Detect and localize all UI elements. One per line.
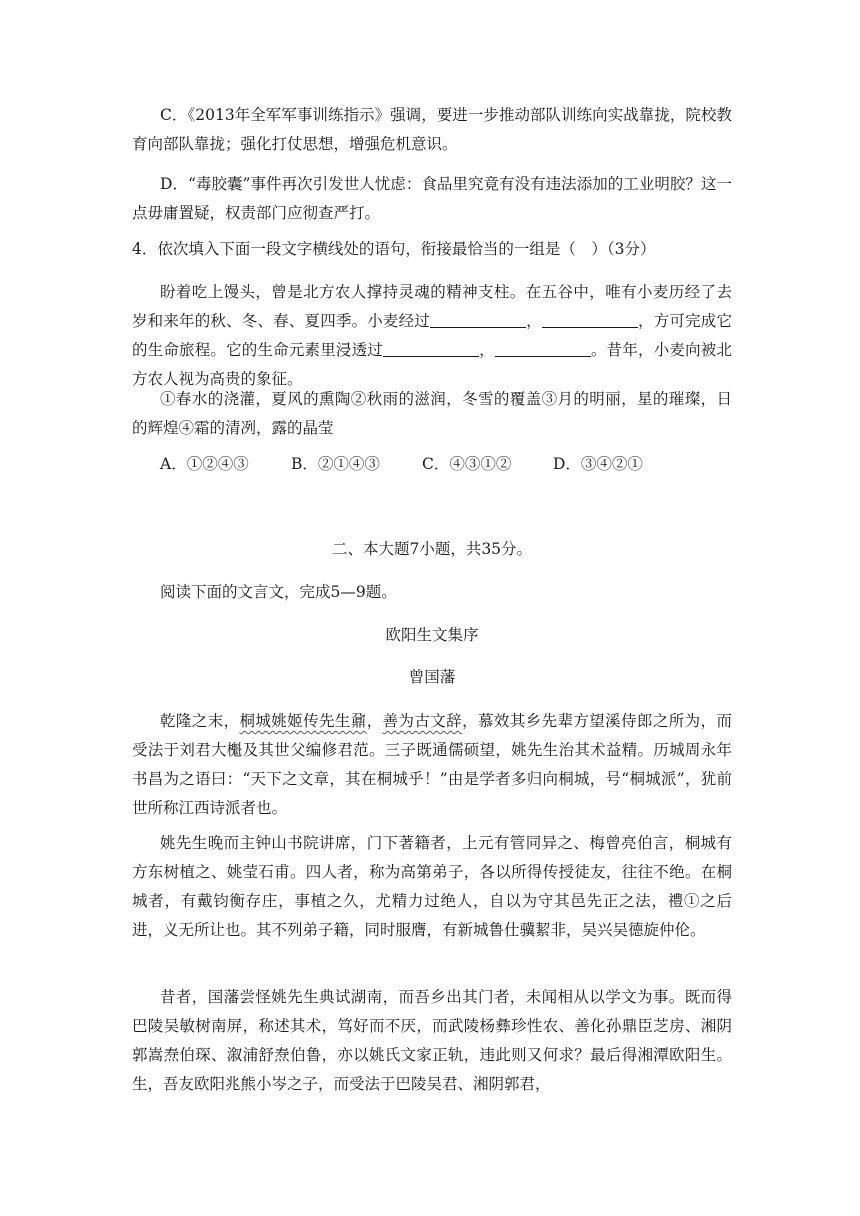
question-4-items: ①春水的浇灌，夏风的熏陶②秋雨的滋润，冬雪的覆盖③月的明丽，星的璀璨，日的辉煌④霜的清冽，露的晶莹: [132, 390, 732, 437]
option-c: C．《2013年全军军事训练指示》强调，要进一步推动部队训练向实战靠拢，院校教育向部队靠拢；强化打仗思想，增强危机意识。: [132, 106, 732, 153]
section-2-instruction: 阅读下面的文言文，完成5—9题。: [160, 583, 397, 601]
wavy-underline-1: 桐城姚姬传先生鼐: [239, 712, 367, 730]
section-2-heading: 二、本大题7小题，共35分。: [331, 540, 533, 558]
choice-b: B．②①④③: [291, 455, 380, 473]
passage-paragraph-3: 昔者，国藩尝怪姚先生典试湖南，而吾乡出其门者，未闻相从以学文为事。既而得巴陵吴敏树南屏，称述其术，笃好而不厌，而武陵杨彝珍性农、善化孙鼎臣芝房、湘阴郭嵩焘伯琛、溆浦舒焘伯鲁，亦以姚氏文家正轨，违此则又何求？最后得湘潭欧阳生。生，吾友欧阳兆熊小岑之子，而受法于巴陵吴君、湘阴郭君，: [132, 988, 732, 1093]
question-4-choices: [160, 450, 643, 479]
blank-4: [495, 338, 591, 357]
question-4-passage: 盼着吃上馒头，曾是北方农人撑持灵魂的精神支柱。在五谷中，唯有小麦历经了去岁和来年的秋、冬、春、夏四季。小麦经过 ， ，方可完成它的生命旅程。它的生命元素里浸透过 ， 。昔年，小麦向被北方农人视为高贵的象征。: [132, 283, 732, 388]
passage-title: 欧阳生文集序: [385, 626, 479, 644]
question-4-stem: 4．依次填入下面一段文字横线处的语句，衔接最恰当的一组是（ ）（3分）: [132, 240, 656, 258]
choice-a: A．①②④③: [160, 455, 249, 473]
blank-3: [383, 338, 479, 357]
passage-paragraph-2: 姚先生晚而主钟山书院讲席，门下著籍者，上元有管同异之、梅曾亮伯言，桐城有方东树植之、姚莹石甫。四人者，称为高第弟子，各以所得传授徒友，往往不绝。在桐城者，有戴钧衡存庄，事植之久，尤精力过绝人，自以为守其邑先正之法，禮①之后进，义无所让也。其不列弟子籍，同时服膺，有新城鲁仕骥絜非，吴兴吴德旋仲伦。: [132, 834, 732, 939]
blank-2: [542, 309, 638, 328]
option-d: D．“毒胶囊”事件再次引发世人忧虑：食品里究竟有没有违法添加的工业明胶？这一点毋庸置疑，权责部门应彻查严打。: [132, 175, 732, 222]
passage-author: 曾国藩: [408, 668, 456, 686]
passage-paragraph-1: 乾隆之末，桐城姚姬传先生鼐，善为古文辞，慕效其乡先辈方望溪侍郎之所为，而受法于刘君大櫆及其世父编修君范。三子既通儒硕望，姚先生治其术益精。历城周永年书昌为之语曰：“天下之文章，其在桐城乎！”由是学者多归向桐城，号“桐城派”，犹前世所称江西诗派者也。: [132, 712, 732, 817]
wavy-underline-2: 善为古文辞: [382, 712, 463, 730]
choice-d: D．③④②①: [553, 455, 643, 473]
choice-c: C．④③①②: [422, 455, 512, 473]
blank-1: [430, 309, 526, 328]
